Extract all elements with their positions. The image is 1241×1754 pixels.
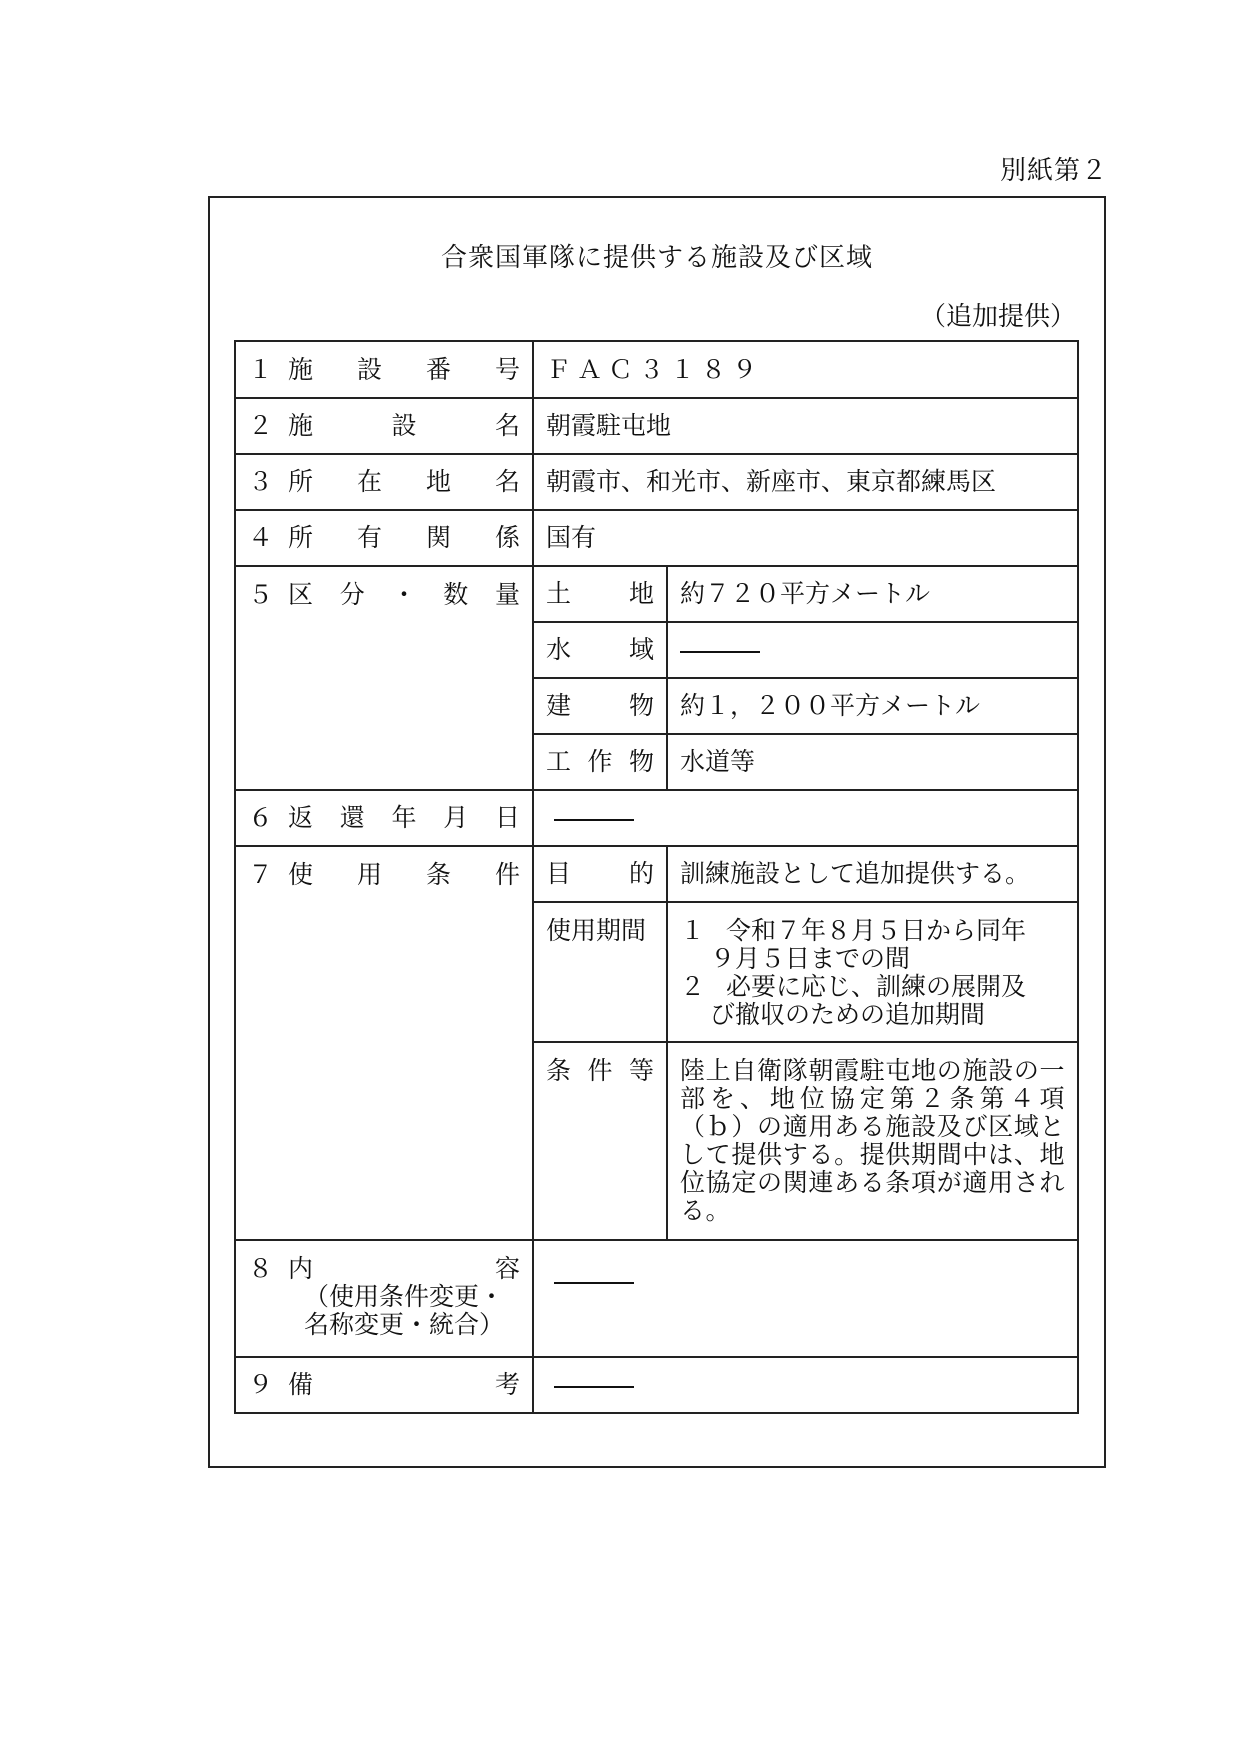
sublabel-conditions: 条 件 等 — [533, 1042, 667, 1240]
label-facility-number: １ 施 設 番 号 — [235, 341, 533, 398]
row-number: ６ — [248, 803, 274, 832]
sublabel-structure: 工 作 物 — [533, 734, 667, 790]
period-item-cont: ９月５日までの間 — [710, 944, 911, 973]
value-land: 約７２０平方メートル — [667, 566, 1078, 622]
period-item: １ 令和７年８月５日から同年 — [680, 916, 1027, 945]
sublabel-purpose: 目 的 — [533, 846, 667, 902]
annex-label: 別紙第２ — [1000, 156, 1109, 186]
value-conditions: 陸上自衛隊朝霞駐屯地の施設の一部を、地位協定第２条第４項（ｂ）の適用ある施設及び区域として提供する。提供期間中は、地位協定の関連ある条項が適用される。 — [667, 1042, 1078, 1240]
value-facility-number: ＦＡＣ３１８９ — [533, 341, 1078, 398]
value-building: 約１，２００平方メートル — [667, 678, 1078, 734]
value-remarks — [533, 1357, 1078, 1413]
sublabel-water: 水 域 — [533, 622, 667, 678]
value-facility-name: 朝霞駐屯地 — [533, 398, 1078, 454]
sublabel-period: 使用期間 — [533, 902, 667, 1042]
value-location: 朝霞市、和光市、新座市、東京都練馬区 — [533, 454, 1078, 510]
row-number: １ — [248, 354, 274, 384]
row-number: ５ — [248, 580, 274, 609]
period-item: ２ 必要に応じ、訓練の展開及 — [680, 972, 1027, 1001]
row-number: ４ — [248, 523, 274, 552]
row-location — [235, 454, 1078, 510]
empty-value-dash — [680, 651, 760, 653]
label-content: ８ 内 容 （使用条件変更・ 名称変更・統合） — [235, 1240, 533, 1357]
content-note: （使用条件変更・ 名称変更・統合） — [303, 1282, 504, 1339]
row-classification-land — [235, 566, 1078, 622]
value-return-date — [533, 790, 1078, 846]
row-remarks — [235, 1357, 1078, 1413]
label-location: ３ 所 在 地 名 — [235, 454, 533, 510]
row-facility-number — [235, 341, 1078, 398]
value-ownership: 国有 — [533, 510, 1078, 566]
document-subtitle: （追加提供） — [920, 302, 1077, 332]
row-number: ８ — [248, 1254, 274, 1283]
value-water — [667, 622, 1078, 678]
empty-value-dash — [554, 1386, 634, 1388]
label-classification-quantity: ５ 区 分 ・ 数 量 — [235, 566, 533, 790]
row-content — [235, 1240, 1078, 1357]
row-number: ２ — [248, 411, 274, 440]
period-item-cont: び撤収のための追加期間 — [710, 1000, 986, 1029]
row-conditions-purpose — [235, 846, 1078, 902]
value-period — [667, 902, 1078, 1042]
label-facility-name: ２ 施 設 名 — [235, 398, 533, 454]
label-conditions-of-use: ７ 使 用 条 件 — [235, 846, 533, 1240]
value-content — [533, 1240, 1078, 1357]
row-number: ９ — [248, 1370, 274, 1399]
label-ownership: ４ 所 有 関 係 — [235, 510, 533, 566]
sublabel-land: 土 地 — [533, 566, 667, 622]
label-return-date: ６ 返 還 年 月 日 — [235, 790, 533, 846]
row-ownership — [235, 510, 1078, 566]
facility-table — [234, 340, 1079, 1414]
empty-value-dash — [554, 819, 634, 821]
empty-value-dash — [554, 1282, 634, 1284]
label-remarks: ９ 備 考 — [235, 1357, 533, 1413]
row-return-date — [235, 790, 1078, 846]
sublabel-building: 建 物 — [533, 678, 667, 734]
row-number: ３ — [248, 467, 274, 496]
value-purpose: 訓練施設として追加提供する。 — [667, 846, 1078, 902]
row-number: ７ — [248, 860, 274, 889]
row-facility-name — [235, 398, 1078, 454]
document-title: 合衆国軍隊に提供する施設及び区域 — [440, 243, 873, 273]
value-structure: 水道等 — [667, 734, 1078, 790]
